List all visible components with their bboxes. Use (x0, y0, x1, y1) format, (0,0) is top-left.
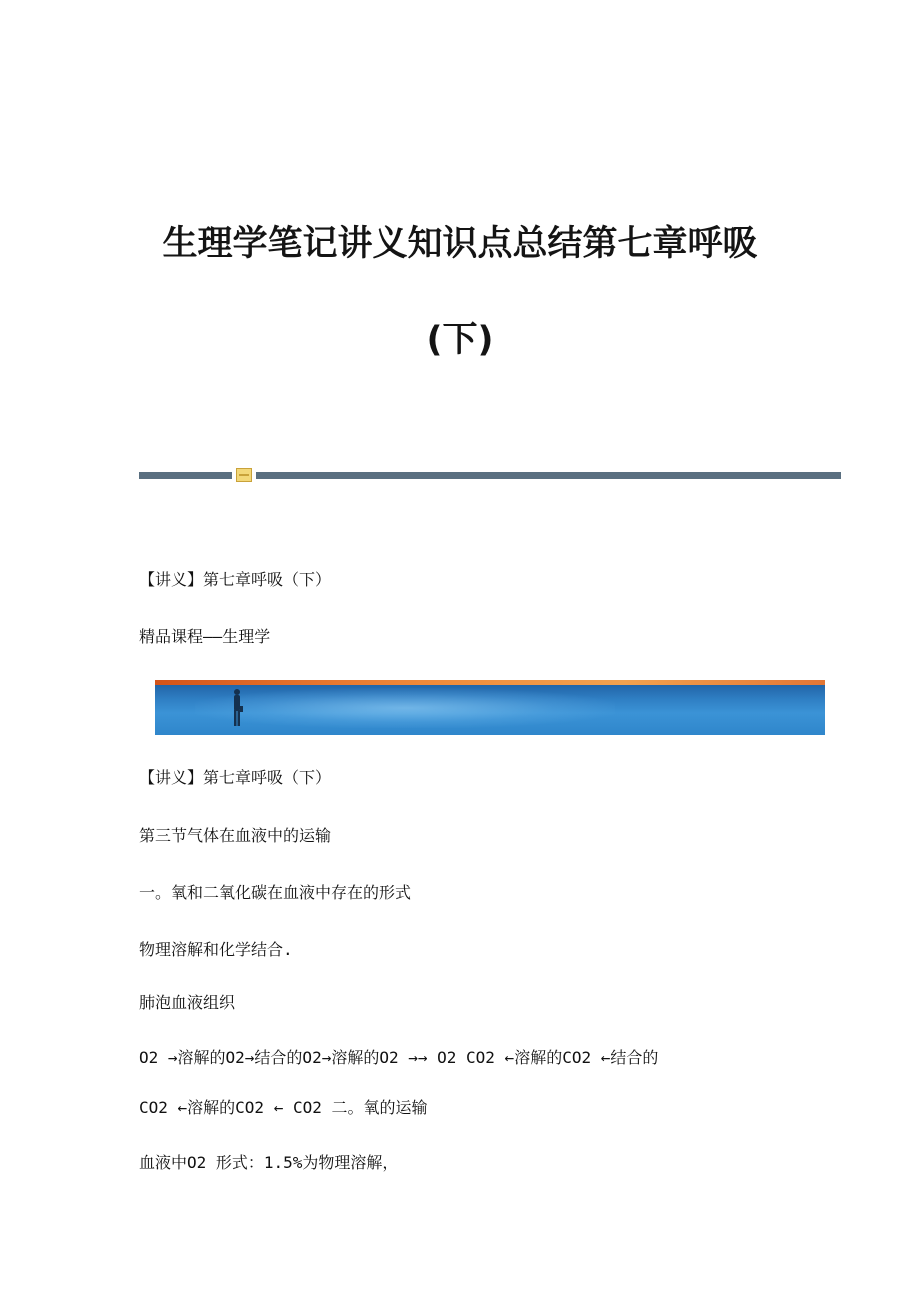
section-divider-left (139, 472, 232, 479)
body-line: 物理溶解和化学结合. (139, 940, 293, 959)
body-line: O2 →溶解的O2→结合的O2→溶解的O2 →→ O2 CO2 ←溶解的CO2 ←结合的 (139, 1048, 659, 1067)
banner-accent-bar (155, 680, 825, 685)
body-line: CO2 ←溶解的CO2 ← CO2 二。氧的运输 (139, 1098, 428, 1117)
walking-person-icon (230, 688, 244, 728)
banner-glow (195, 688, 615, 728)
body-line: 一。氧和二氧化碳在血液中存在的形式 (139, 883, 412, 902)
course-name: 精品课程——生理学 (139, 627, 271, 646)
banner-image (155, 680, 825, 735)
body-line: 【讲义】第七章呼吸（下） (139, 768, 332, 787)
body-line: 肺泡血液组织 (139, 993, 236, 1012)
section-divider-right (256, 472, 841, 479)
document-title: 生理学笔记讲义知识点总结第七章呼吸 (162, 224, 758, 264)
body-line: 第三节气体在血液中的运输 (139, 826, 332, 845)
document-title-subtitle: (下) (426, 320, 494, 360)
body-line: 血液中O2 形式：1.5%为物理溶解， (139, 1153, 399, 1172)
envelope-icon (236, 468, 252, 482)
lecture-label: 【讲义】第七章呼吸（下） (139, 570, 332, 589)
